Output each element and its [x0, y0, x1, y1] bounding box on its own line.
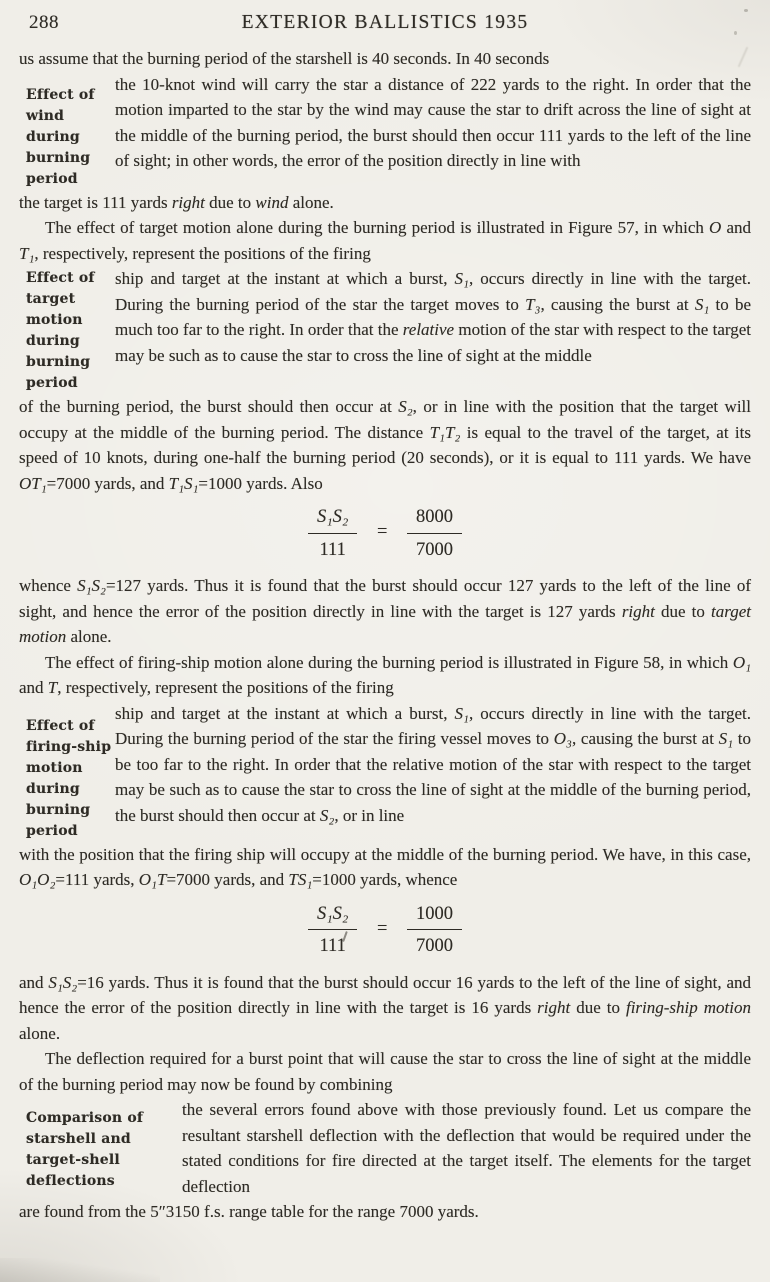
equals-sign: = [376, 522, 388, 543]
fraction-left [308, 903, 357, 958]
paragraph-comparison-of-deflections [19, 1046, 751, 1225]
paragraph-firing-ship-result: and S₁S₂=16 yards. Thus it is found that the burst should occur 16 yards to the left of the line of sight, and hence the error of the position directly in line with the target is 16 yards right due to firing-ship motion alone. [19, 972, 751, 1043]
fraction-numerator: S₁S₂ [316, 903, 349, 924]
fraction-denominator: 7000 [407, 533, 462, 562]
paragraph-text: are found from the 5″3150 f.s. range table for the range 7000 yards. [19, 1202, 479, 1221]
paragraph-text: the target is 111 yards right due to wind alone. [19, 192, 334, 212]
sidenote-line: target [26, 291, 76, 307]
fraction-right [407, 506, 462, 561]
equals-sign: = [376, 918, 388, 939]
page-header [19, 10, 751, 38]
paragraph-target-motion-result: whence S₁S₂=127 yards. Thus it is found that the burst should occur 127 yards to the left of the line of sight, and hence the error of the position directly in line with the target is 127 yards right due to target motion alone. [19, 576, 752, 646]
sidenote-line: deflections [26, 1173, 115, 1189]
paragraph-text: ship and target at the instant at which a burst, S₁, occurs directly in line with the target. During the burning period of the star the target moves to T₃, causing the burst at S₁ to be much too far to the right. In order that the relative motion of the star with respect to the target may be such as to cause the star to cross the line of sight at the middle [115, 269, 751, 365]
paragraph-text: The effect of target motion alone during the burning period is illustrated in Figure 57, in which O and T₁, respectively, represent the positions of the firing [19, 218, 751, 263]
scan-artifact [734, 31, 737, 35]
sidenote-line: burning [26, 149, 91, 166]
sidenote-firing-ship-motion [19, 701, 115, 842]
sidenote-line: wind [26, 107, 65, 124]
sidenote-line: period [26, 375, 78, 391]
fraction-numerator: 8000 [416, 507, 454, 527]
sidenote-wind-effect [19, 72, 115, 190]
fraction-denominator: 7000 [407, 929, 462, 958]
sidenote-line: target-shell [26, 1152, 120, 1168]
sidenote-line: burning [26, 354, 91, 370]
page-body [19, 46, 751, 1225]
equation-target-motion [19, 506, 751, 561]
paragraph-text: the several errors found above with those previously found. Let us compare the resultant starshell deflection with the deflection that would be required under the stated conditions for fire directed at the target itself. The elements for the target deflection [182, 1100, 751, 1196]
sidenote-line: Effect of [26, 717, 95, 734]
sidenote-comparison [19, 1097, 182, 1192]
sidenote-line: period [26, 822, 78, 839]
paragraph-effect-of-wind [19, 46, 751, 215]
fraction-denominator: 111 [308, 533, 357, 562]
page-number: 288 [29, 12, 59, 33]
sidenote-row [19, 72, 751, 190]
paragraph-text: with the position that the firing ship will occupy at the middle of the burning period. We have, in this case, O₁O₂=111 yards, O₁T=7000 yards, and TS₁=1000 yards, whence [19, 844, 751, 889]
fraction-numerator: S₁S₂ [316, 507, 349, 527]
sidenote-line: Comparison of [26, 1110, 144, 1126]
sidenote-line: burning [26, 801, 91, 818]
sidenote-row [19, 701, 751, 842]
sidenote-line: firing-ship [26, 738, 112, 755]
equation-firing-ship-motion [19, 903, 751, 958]
paragraph-effect-of-firing-ship-motion [19, 650, 751, 893]
paragraph-text: of the burning period, the burst should then occur at S₂, or in line with the position that the target will occupy at the middle of the burning period. The distance T₁T₂ is equal to the travel of the target, at its speed of 10 knots, during one-half the burning period (20 seconds), or it is equal to 111 yards. We have OT₁=7000 yards, and T₁S₁=1000 yards. Also [19, 397, 751, 493]
sidenote-line: period [26, 170, 78, 187]
sidenote-row [19, 266, 751, 394]
sidenote-row [19, 1097, 751, 1199]
fraction-denominator: 111 [308, 929, 357, 958]
paragraph-text: ship and target at the instant at which a burst, S₁, occurs directly in line with the target. During the burning period of the star the firing vessel moves to O₃, causing the burst at S₁ to be too far to the right. In order that the relative motion of the star with respect to the target may be such as to cause the star to cross the line of sight at the middle of the burning period, the burst should then occur at S₂, or in line [115, 703, 751, 825]
paragraph-text: us assume that the burning period of the starshell is 40 seconds. In 40 seconds [19, 49, 550, 68]
paragraph-text: The deflection required for a burst point that will cause the star to cross the line of sight at the middle of the burning period may now be found by combining [19, 1049, 751, 1094]
paragraph-effect-of-target-motion [19, 215, 751, 496]
sidenote-line: during [26, 333, 80, 349]
sidenote-target-motion [19, 266, 115, 394]
fraction-left [308, 506, 357, 561]
sidenote-line: motion [26, 312, 83, 328]
sidenote-line: motion [26, 759, 83, 776]
scan-artifact [744, 9, 748, 12]
paragraph-text: The effect of firing-ship motion alone during the burning period is illustrated in Figure 58, in which O₁ and T, respectively, represent the positions of the firing [19, 652, 751, 697]
running-title: EXTERIOR BALLISTICS 1935 [241, 12, 529, 33]
fraction-numerator: 1000 [416, 903, 454, 924]
sidenote-line: during [26, 780, 80, 797]
sidenote-line: Effect of [26, 86, 95, 103]
fraction-right [407, 903, 462, 958]
paragraph-text: the 10-knot wind will carry the star a distance of 222 yards to the right. In order that the motion imparted to the star by the wind may cause the star to drift across the line of sight at the middle of the burning period, the burst should then occur 111 yards to the left of the line of sight; in other words, the error of the position directly in line with [115, 74, 751, 170]
scan-artifact [0, 1258, 160, 1282]
sidenote-line: during [26, 128, 80, 145]
sidenote-line: Effect of [26, 270, 95, 286]
sidenote-line: starshell and [26, 1131, 131, 1147]
